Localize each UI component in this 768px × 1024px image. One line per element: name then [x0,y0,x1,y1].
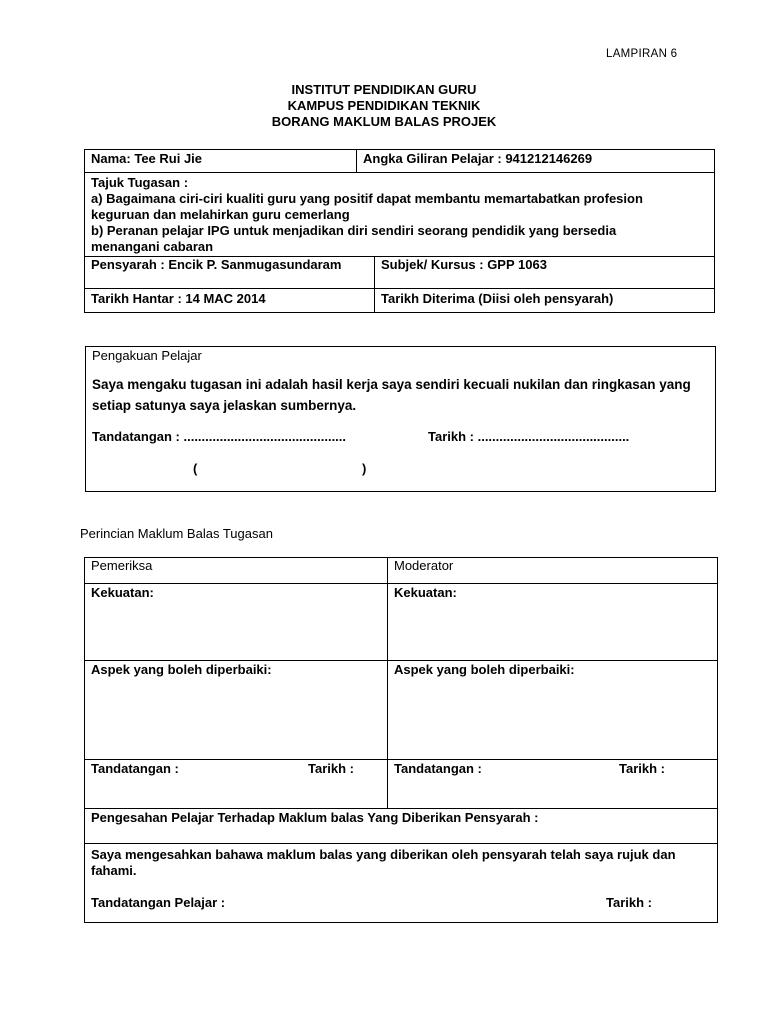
campus-title: KAMPUS PENDIDIKAN TEKNIK [287,98,481,113]
pengakuan-tarikh: Tarikh : .......................................... [428,429,630,444]
tandatangan-pemeriksa: Tandatangan : [91,761,179,776]
pengakuan-statement-2: setiap satunya saya jelaskan sumbernya. [92,398,357,413]
mengesahkan-statement: Saya mengesahkan bahawa maklum balas yang diberikan oleh pensyarah telah saya rujuk dan fahami. [91,847,676,878]
pemeriksa-header: Pemeriksa [91,558,153,573]
tarikh-pemeriksa: Tarikh : [308,761,354,776]
tarikh-moderator: Tarikh : [619,761,665,776]
tajuk-a: a) Bagaimana ciri-ciri kualiti guru yang positif dapat membantu memartabatkan profesion keguruan dan melahirkan guru cemerlang [91,191,643,222]
pengakuan-statement-1: Saya mengaku tugasan ini adalah hasil kerja saya sendiri kecuali nukilan dan ringkasan yang [92,377,691,392]
lampiran-label: LAMPIRAN 6 [606,48,678,60]
tajuk-label: Tajuk Tugasan : [91,175,189,190]
angka-giliran-field: Angka Giliran Pelajar : 941212146269 [363,151,593,166]
tandatangan-pelajar: Tandatangan Pelajar : [91,895,226,910]
paren-close: ) [362,461,367,476]
pengakuan-tandatangan: Tandatangan : ............................................. [92,429,347,444]
perincian-heading: Perincian Maklum Balas Tugasan [80,526,273,541]
paren-open: ( [193,461,198,476]
tandatangan-moderator: Tandatangan : [394,761,482,776]
kekuatan-moderator: Kekuatan: [394,585,457,600]
form-title: BORANG MAKLUM BALAS PROJEK [271,114,497,129]
pengakuan-box [85,346,716,492]
tarikh-hantar-field: Tarikh Hantar : 14 MAC 2014 [91,291,266,306]
aspek-pemeriksa: Aspek yang boleh diperbaiki: [91,662,272,677]
tarikh-diterima-field: Tarikh Diterima (Diisi oleh pensyarah) [381,291,614,306]
pengakuan-title: Pengakuan Pelajar [92,348,202,363]
tajuk-b: b) Peranan pelajar IPG untuk menjadikan diri sendiri seorang pendidik yang bersedia menangani cabaran [91,223,617,254]
institute-title: INSTITUT PENDIDIKAN GURU [291,82,477,97]
pengesahan-heading: Pengesahan Pelajar Terhadap Maklum balas Yang Diberikan Pensyarah : [91,810,539,825]
moderator-header: Moderator [394,558,454,573]
aspek-moderator: Aspek yang boleh diperbaiki: [394,662,575,677]
kekuatan-pemeriksa: Kekuatan: [91,585,154,600]
pensyarah-field: Pensyarah : Encik P. Sanmugasundaram [91,257,342,272]
subjek-field: Subjek/ Kursus : GPP 1063 [381,257,547,272]
nama-field: Nama: Tee Rui Jie [91,151,203,166]
tarikh-pelajar: Tarikh : [606,895,652,910]
